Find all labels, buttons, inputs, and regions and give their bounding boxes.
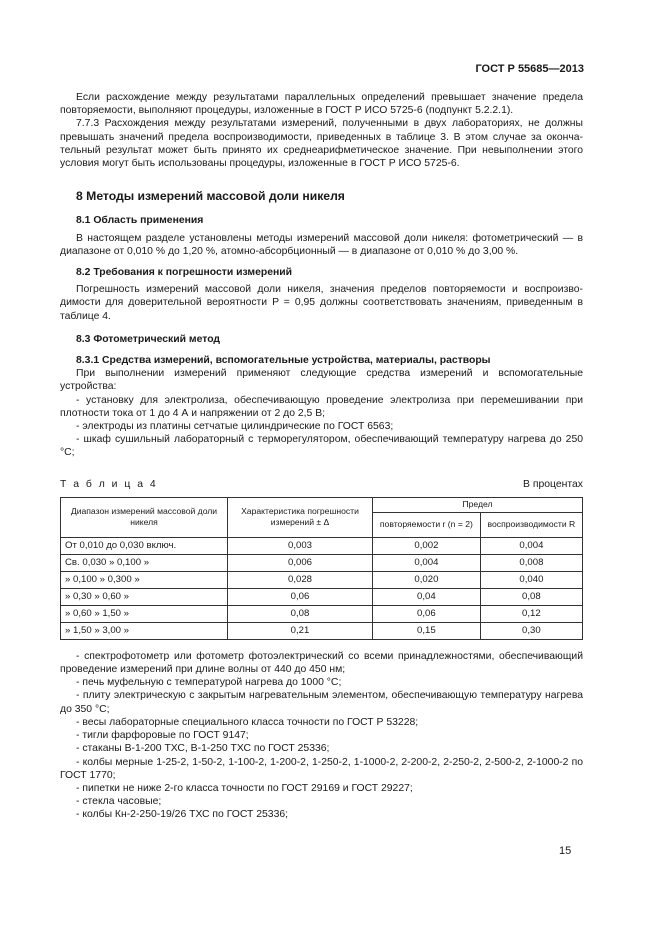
cell-range: » 0,60 » 1,50 » — [61, 605, 228, 622]
list-item: - плиту электрическую с закрытым нагревательным элементом, обеспечивающую температуру нагрева до 350 °С; — [60, 690, 583, 715]
cell-range: » 0,30 » 0,60 » — [61, 588, 228, 605]
list-item: - тигли фарфоровые по ГОСТ 9147; — [76, 730, 249, 742]
cell-reproducibility: 0,008 — [480, 554, 582, 571]
section-heading: 8 Методы измерений массовой доли никеля — [76, 189, 345, 204]
list-item: - колбы Кн-2-250-19/26 ТХС по ГОСТ 25336; — [76, 809, 289, 821]
header-error: Характеристика погрешности измерений ± Δ — [228, 497, 373, 537]
cell-reproducibility: 0,004 — [480, 537, 582, 554]
header-repeatability: повторяемости r (n = 2) — [373, 512, 481, 537]
cell-reproducibility: 0,12 — [480, 605, 582, 622]
paragraph: Если расхождение между результатами параллельных определений превышает значение предела повторяемости, выполняют процедуры, изложенные в ГОСТ Р ИСО 5725-6 (подпункт 5.2.2.1). — [60, 92, 583, 117]
list-item: - шкаф сушильный лабораторный с терморегулятором, обеспечивающий температуру нагрева до 250 °С; — [60, 434, 583, 459]
cell-error: 0,08 — [228, 605, 373, 622]
cell-repeatability: 0,04 — [373, 588, 481, 605]
header-range: Диапазон измерений массовой доли никеля — [61, 497, 228, 537]
table-row — [61, 622, 583, 639]
list-item: - печь муфельную с температурой нагрева до 1000 °С; — [76, 677, 342, 689]
paragraph: При выполнении измерений применяют следующие средства измерений и вспомогательные устройства: — [60, 368, 583, 393]
cell-repeatability: 0,002 — [373, 537, 481, 554]
subsection-heading: 8.1 Область применения — [76, 215, 204, 227]
paragraph: 7.7.3 Расхождения между результатами измерений, полученными в двух лабораториях, не должны превышать значений предела воспроизводимости, приведенных в таблице 3. В этом случае за окончательный результат может быть принято их среднеарифметическое значение. При невыполнении этого условия могут быть использованы процедуры, изложенные в ГОСТ Р ИСО 5725-6. — [60, 118, 583, 170]
list-item: - установку для электролиза, обеспечивающую проведение электролиза при перемешивании при плотности тока от 1 до 4 А и напряжении от 2 до 2,5 В; — [60, 394, 583, 419]
document-header: ГОСТ Р 55685—2013 — [475, 63, 584, 75]
list-item: - спектрофотометр или фотометр фотоэлектрический со всеми принадлежностями, обеспечивающий проведение измерений при длине волны от 440 до 450 нм; — [60, 650, 583, 676]
cell-error: 0,006 — [228, 554, 373, 571]
table-row — [61, 554, 583, 571]
cell-reproducibility: 0,040 — [480, 571, 582, 588]
cell-reproducibility: 0,08 — [480, 588, 582, 605]
list-item: - стекла часовые; — [76, 796, 162, 808]
table-row — [61, 537, 583, 554]
cell-error: 0,003 — [228, 537, 373, 554]
cell-error: 0,21 — [228, 622, 373, 639]
cell-repeatability: 0,06 — [373, 605, 481, 622]
table-header-row — [61, 497, 583, 512]
subsection-heading: 8.2 Требования к погрешности измерений — [76, 267, 293, 279]
page-number: 15 — [559, 845, 572, 857]
cell-repeatability: 0,020 — [373, 571, 481, 588]
list-item: - электроды из платины сетчатые цилиндрические по ГОСТ 6563; — [76, 421, 394, 433]
table-caption-row — [60, 478, 583, 491]
cell-range: От 0,010 до 0,030 включ. — [61, 537, 228, 554]
table-unit: В процентах — [523, 478, 583, 490]
header-reproducibility: воспроизводимости R — [480, 512, 582, 537]
table-caption: Т а б л и ц а 4 — [60, 478, 158, 490]
cell-error: 0,06 — [228, 588, 373, 605]
cell-reproducibility: 0,30 — [480, 622, 582, 639]
cell-range: » 1,50 » 3,00 » — [61, 622, 228, 639]
equipment-list — [60, 650, 583, 822]
cell-repeatability: 0,15 — [373, 622, 481, 639]
paragraph: Погрешность измерений массовой доли никеля, значения пределов повторяемости и воспроизводимости для доверительной вероятности P = 0,95 должны соответствовать значениям, приведенным в таблице 4. — [60, 284, 583, 322]
cell-range: Св. 0,030 » 0,100 » — [61, 554, 228, 571]
cell-error: 0,028 — [228, 571, 373, 588]
table-row — [61, 605, 583, 622]
header-limit: Предел — [373, 497, 583, 512]
list-item: - весы лабораторные специального класса точности по ГОСТ Р 53228; — [76, 716, 419, 728]
equipment-list — [60, 394, 583, 460]
subsection-heading: 8.3.1 Средства измерений, вспомогательные устройства, материалы, растворы — [76, 355, 491, 367]
paragraph: В настоящем разделе установлены методы измерений массовой доли никеля: фотометрический — в диапазоне от 0,010 % до 1,20 %, атомно-абсорбционный — в диапазоне от 0,010 % до 3,00 %. — [60, 232, 583, 257]
cell-repeatability: 0,004 — [373, 554, 481, 571]
table-row — [61, 571, 583, 588]
list-item: - стаканы В-1-200 ТХС, В-1-250 ТХС по ГОСТ 25336; — [76, 743, 330, 755]
list-item: - колбы мерные 1-25-2, 1-50-2, 1-100-2, 1-200-2, 1-250-2, 1-1000-2, 2-200-2, 2-250-2, 2-500-2, 2-1000-2 по ГОСТ 1770; — [60, 756, 583, 781]
subsection-heading: 8.3 Фотометрический метод — [76, 333, 221, 345]
table-4 — [60, 497, 583, 640]
table-row — [61, 588, 583, 605]
cell-range: » 0,100 » 0,300 » — [61, 571, 228, 588]
list-item: - пипетки не ниже 2-го класса точности по ГОСТ 29169 и ГОСТ 29227; — [76, 782, 413, 794]
document-body — [60, 91, 583, 822]
